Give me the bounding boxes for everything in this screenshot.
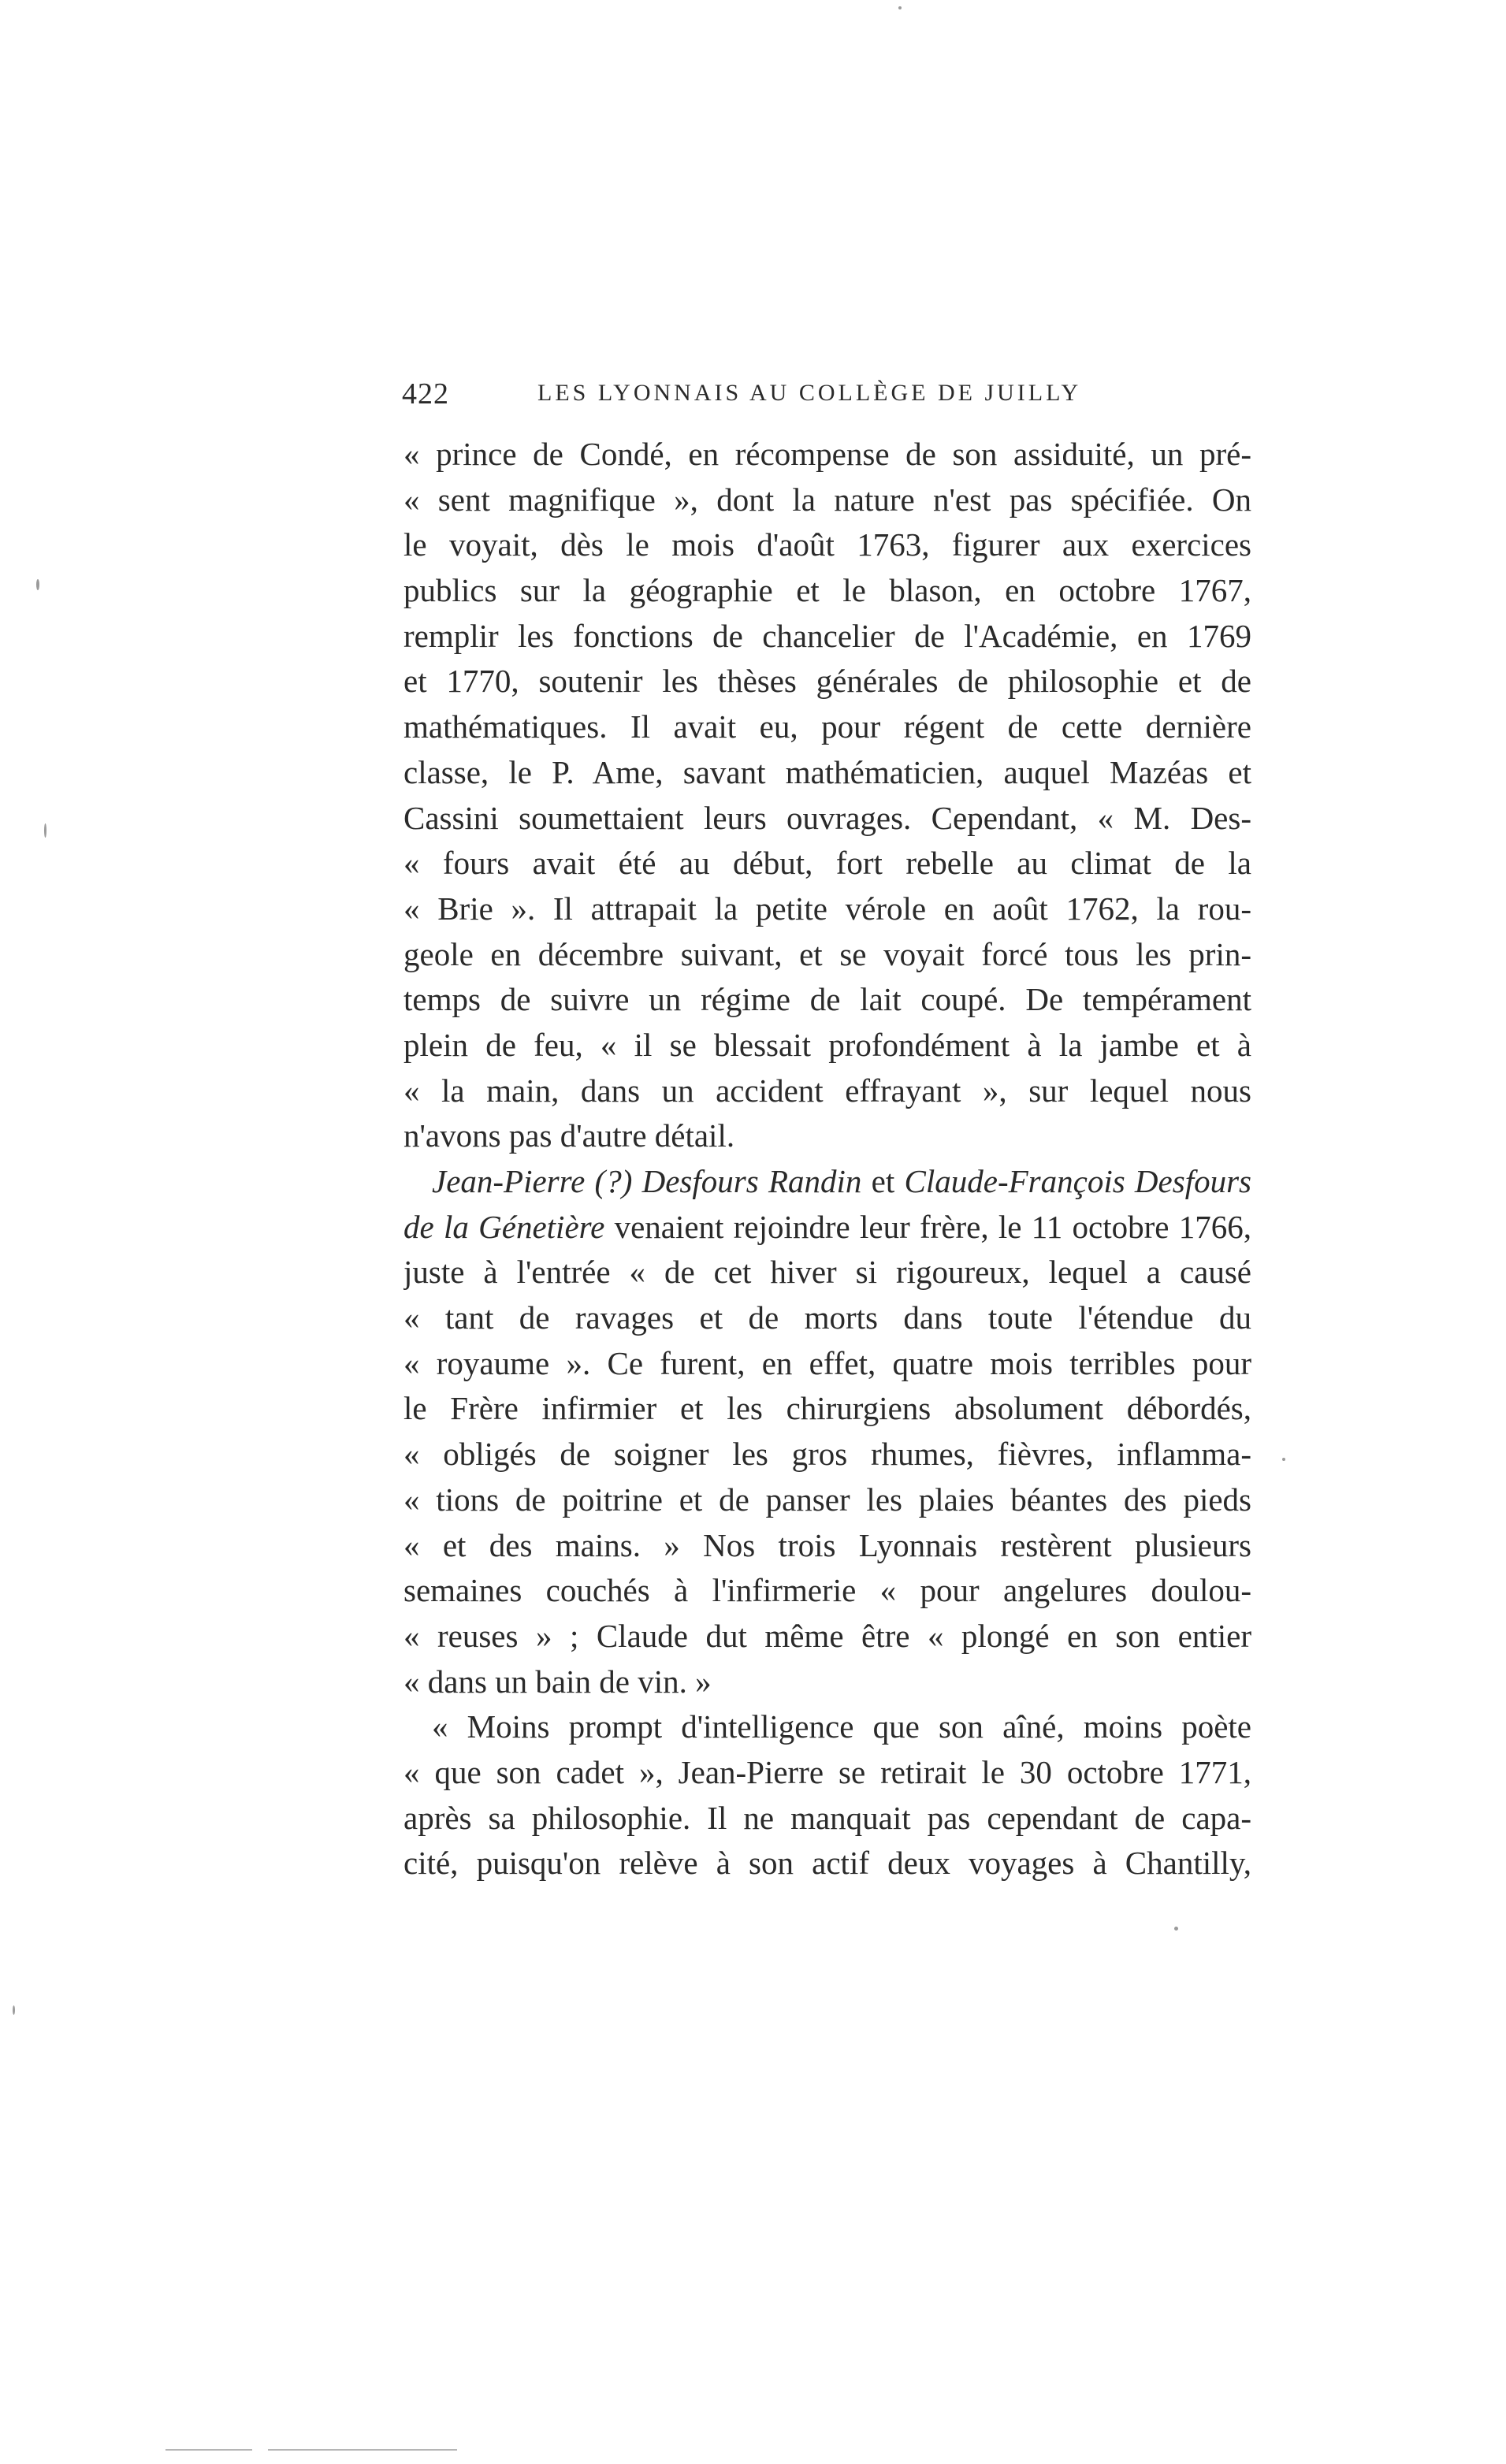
text-line: le Frère infirmier et les chirurgiens absolument débordés, [403, 1390, 1251, 1427]
text-line: Cassini soumettaient leurs ouvrages. Cependant, « M. Des- [403, 799, 1251, 836]
text-line: geole en décembre suivant, et se voyait forcé tous les prin- [403, 935, 1251, 972]
text-line-genetiere [403, 1205, 1251, 1251]
scan-speck [898, 6, 902, 9]
scan-speck [36, 579, 39, 590]
text-line: « prince de Condé, en récompense de son assiduité, un pré- [403, 436, 1251, 472]
text-line: « Moins prompt d'intelligence que son aîné, moins poète [432, 1708, 1251, 1745]
running-head: LES LYONNAIS AU COLLÈGE DE JUILLY [537, 380, 1082, 406]
text-line: classe, le P. Ame, savant mathématicien, auquel Mazéas et [403, 753, 1251, 790]
text-line: cité, puisqu'on relève à son actif deux voyages à Chantilly, [403, 1845, 1251, 1882]
name-genetiere: de la Génetière [403, 1208, 605, 1245]
text-line: « fours avait été au début, fort rebelle au climat de la [403, 845, 1251, 882]
text-line: « royaume ». Ce furent, en effet, quatre mois terribles pour [403, 1344, 1251, 1381]
scan-speck [44, 823, 46, 838]
text-line: « obligés de soigner les gros rhumes, fièvres, inflamma- [403, 1436, 1251, 1473]
text-line: « la main, dans un accident effrayant », sur lequel nous [403, 1072, 1251, 1109]
text-line: « et des mains. » Nos trois Lyonnais restèrent plusieurs [403, 1526, 1251, 1563]
text-line: « dans un bain de vin. » [403, 1663, 712, 1700]
scan-speck [1282, 1458, 1285, 1461]
text-line: remplir les fonctions de chancelier de l'Académie, en 1769 [403, 617, 1251, 654]
text-line: temps de suivre un régime de lait coupé. De tempérament [403, 981, 1251, 1018]
page-number: 422 [402, 377, 449, 411]
bottom-rule [370, 2449, 457, 2451]
text-line: juste à l'entrée « de cet hiver si rigoureux, lequel a causé [403, 1254, 1251, 1291]
name-jean-pierre: Jean-Pierre (?) Desfours Randin [432, 1163, 862, 1199]
text-line: et 1770, soutenir les thèses générales de philosophie et de [403, 663, 1251, 700]
conjunction: et [861, 1163, 905, 1199]
name-claude-francois: Claude-François Desfours [904, 1163, 1251, 1199]
text-line: le voyait, dès le mois d'août 1763, figurer aux exercices [403, 526, 1251, 563]
text-line: « Brie ». Il attrapait la petite vérole en août 1762, la rou- [403, 890, 1251, 927]
bottom-rule [165, 2449, 252, 2451]
page-header [402, 377, 1261, 424]
text-line: « que son cadet », Jean-Pierre se retirait le 30 octobre 1771, [403, 1753, 1251, 1790]
text-line: n'avons pas d'autre détail. [403, 1117, 735, 1154]
text-line: semaines couchés à l'infirmerie « pour angelures doulou- [403, 1572, 1251, 1609]
scan-speck [13, 2005, 15, 2015]
text-line: mathématiques. Il avait eu, pour régent de cette dernière [403, 708, 1251, 745]
body-text [403, 432, 1251, 1886]
text-line: « tant de ravages et de morts dans toute l'étendue du [403, 1299, 1251, 1336]
text-line-names [403, 1159, 1251, 1205]
text-line: plein de feu, « il se blessait profondément à la jambe et à [403, 1026, 1251, 1063]
text-line: « reuses » ; Claude dut même être « plongé en son entier [403, 1617, 1251, 1654]
text-line: publics sur la géographie et le blason, en octobre 1767, [403, 572, 1251, 609]
scan-speck [1174, 1927, 1178, 1931]
text-line: « sent magnifique », dont la nature n'est pas spécifiée. On [403, 481, 1251, 518]
text-line: « tions de poitrine et de panser les plaies béantes des pieds [403, 1481, 1251, 1518]
text-line: après sa philosophie. Il ne manquait pas cependant de capa- [403, 1799, 1251, 1836]
text-continuation: venaient rejoindre leur frère, le 11 octobre 1766, [604, 1208, 1251, 1245]
